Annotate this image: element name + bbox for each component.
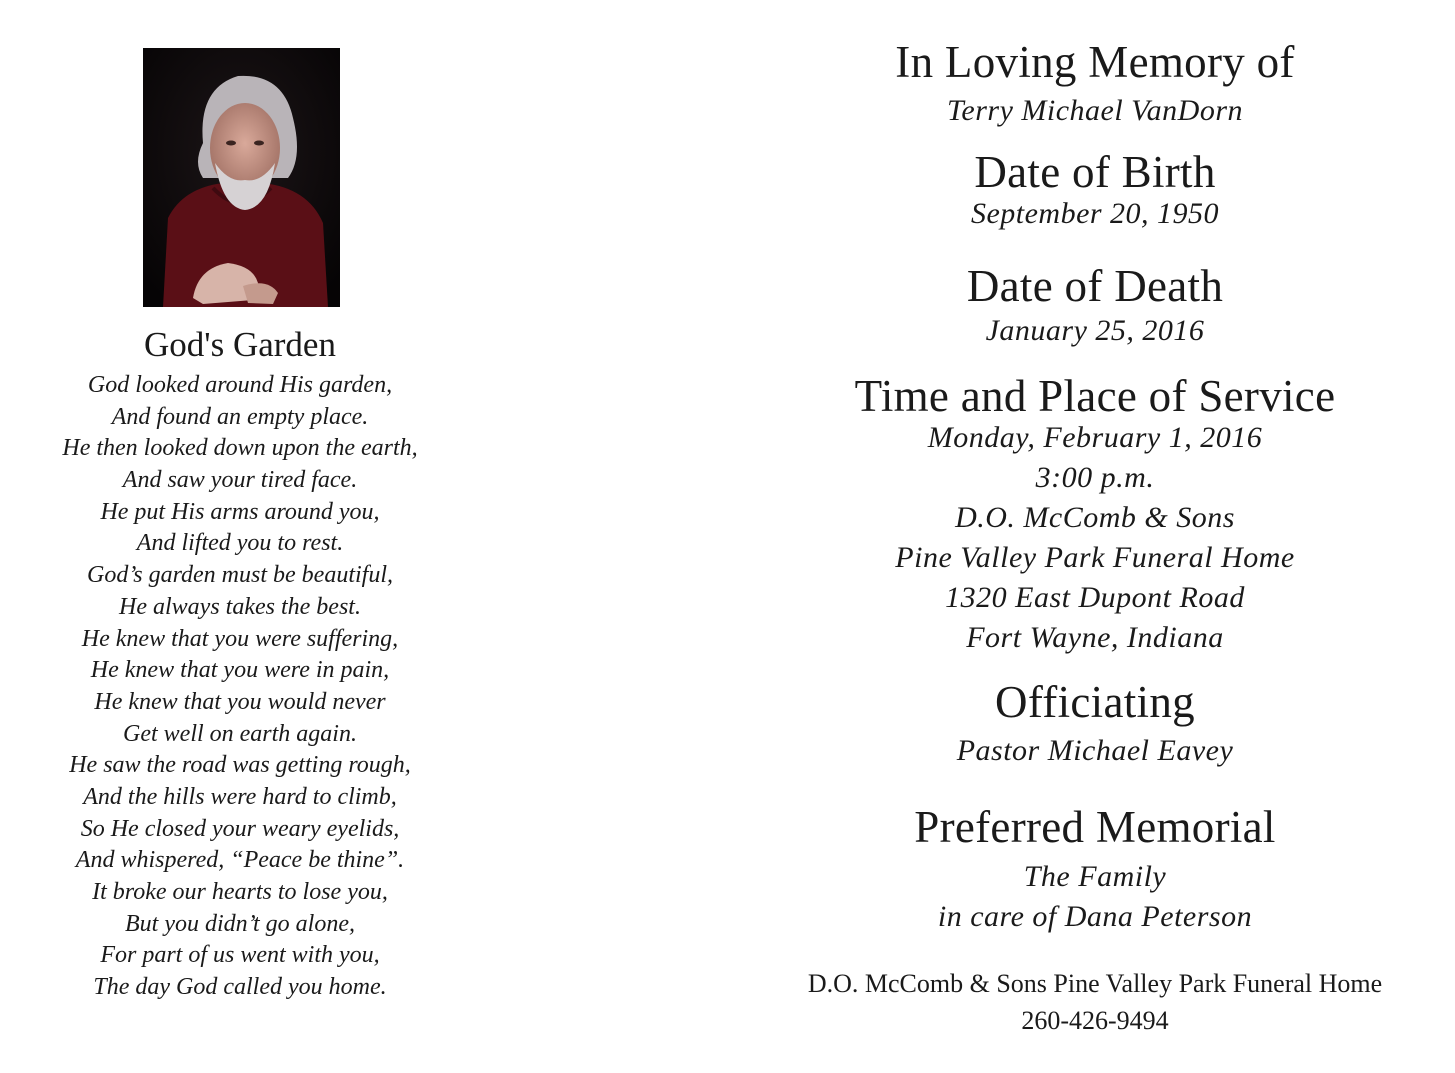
poem-line: Get well on earth again. xyxy=(123,720,357,747)
funeral-home-phone: 260-426-9494 xyxy=(1021,1006,1169,1035)
poem-line: For part of us went with you, xyxy=(100,942,380,969)
memory-heading: In Loving Memory of xyxy=(895,37,1295,87)
funeral-home-name: D.O. McComb & Sons Pine Valley Park Funeral Home xyxy=(807,969,1383,998)
service-heading: Time and Place of Service xyxy=(854,371,1336,421)
birth-date: September 20, 1950 xyxy=(970,197,1220,230)
officiant-name: Pastor Michael Eavey xyxy=(956,734,1234,767)
left-panel xyxy=(20,0,460,1073)
poem-line: He then looked down upon the earth, xyxy=(62,435,418,462)
service-venue: D.O. McComb & Sons xyxy=(955,501,1235,534)
service-venue-name: Pine Valley Park Funeral Home xyxy=(895,541,1295,574)
poem-line: The day God called you home. xyxy=(93,974,387,1001)
poem-line: He put His arms around you, xyxy=(100,498,380,525)
poem-line: He knew that you were suffering, xyxy=(81,625,399,652)
service-time: 3:00 p.m. xyxy=(1035,461,1155,494)
officiating-heading: Officiating xyxy=(995,677,1195,727)
death-date: January 25, 2016 xyxy=(985,314,1205,347)
poem-line: God’s garden must be beautiful, xyxy=(87,562,393,589)
poem-lines xyxy=(20,370,460,1004)
right-panel xyxy=(760,0,1430,1073)
service-date: Monday, February 1, 2016 xyxy=(927,421,1263,454)
poem-line: He knew that you were in pain, xyxy=(90,657,390,684)
service-address: 1320 East Dupont Road xyxy=(945,581,1245,614)
poem-title: God's Garden xyxy=(144,325,336,364)
poem-line: And whispered, “Peace be thine”. xyxy=(75,847,405,874)
poem-line: It broke our hearts to lose you, xyxy=(92,879,388,905)
birth-heading: Date of Birth xyxy=(974,147,1216,197)
deceased-name: Terry Michael VanDorn xyxy=(946,94,1244,127)
portrait-photo xyxy=(143,48,340,307)
poem-line: He saw the road was getting rough, xyxy=(69,752,411,779)
memorial-line: in care of Dana Peterson xyxy=(937,900,1253,933)
poem-line: And lifted you to rest. xyxy=(136,530,344,557)
death-heading: Date of Death xyxy=(966,261,1224,311)
service-city: Fort Wayne, Indiana xyxy=(966,621,1224,654)
memorial-line: The Family xyxy=(1023,860,1167,893)
poem-line: And the hills were hard to climb, xyxy=(83,783,397,810)
poem-line: But you didn’t go alone, xyxy=(125,910,355,937)
poem-line: He knew that you would never xyxy=(94,688,386,715)
poem-line: He always takes the best. xyxy=(119,593,361,620)
memorial-heading: Preferred Memorial xyxy=(914,802,1276,852)
poem-line: God looked around His garden, xyxy=(87,372,393,398)
poem-line: And saw your tired face. xyxy=(122,467,358,494)
poem-line: So He closed your weary eyelids, xyxy=(80,815,400,842)
poem-line: And found an empty place. xyxy=(111,403,369,430)
